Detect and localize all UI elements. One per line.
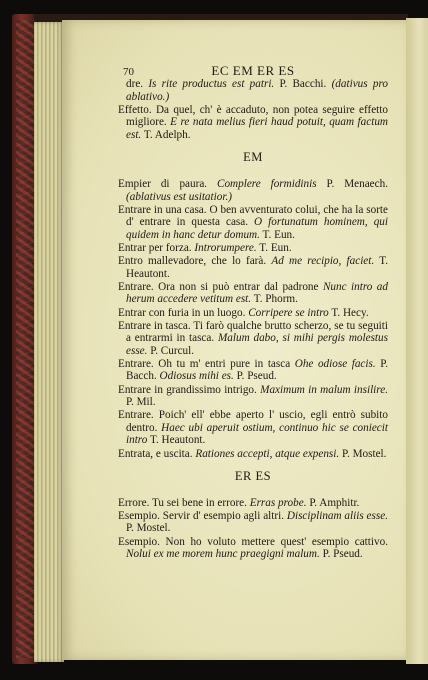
- page-header: [118, 62, 388, 78]
- entries-top: [118, 78, 388, 141]
- dictionary-entry: Errore. Tu sei bene in errore. Erras probe. P. Amphitr.: [118, 496, 360, 509]
- next-page-edge: [406, 18, 428, 664]
- section-heading-em: EM: [243, 150, 263, 165]
- page-number: 70: [123, 66, 134, 78]
- dictionary-entry: Entrar per forza. Introrumpere. T. Eun.: [118, 242, 292, 255]
- section-heading-er-es: ER ES: [234, 469, 272, 484]
- entries-er-es: [118, 497, 388, 561]
- dictionary-entry: Entrare in tasca. Ti farò qualche brutto scherzo, se tu seguiti a entrarmi in tasca. Malum dabo, si mihi pergis molestus esse. P. Curcul.: [118, 319, 388, 357]
- dictionary-entry: Entrare. Ora non si può entrar dal padrone Nunc intro ad herum accedere vetitum est. T. Phorm.: [118, 280, 388, 306]
- page-edges: [34, 22, 64, 662]
- dictionary-entry: Entrata, e uscita. Rationes accepti, atque expensi. P. Mostel.: [118, 447, 387, 460]
- dictionary-entry: dre. Is rite productus est patri. P. Bacchi. (dativus pro ablativo.): [126, 78, 388, 103]
- dictionary-entry: Entrare. Poich' ell' ebbe aperto l' uscio, egli entrò subito dentro. Haec ubi aperuit ostium, continuo hic se coniecit intro T. Heautont.: [118, 409, 388, 447]
- dictionary-entry: Empier di paura. Complere formidinis P. Menaech. (ablativus est usitatior.): [118, 178, 388, 203]
- page-text: [118, 62, 388, 561]
- dictionary-entry: Effetto. Da quel, ch' è accaduto, non potea seguire effetto migliore. E re nata melius fieri haud potuit, quam factum est. T. Adelph.: [118, 103, 388, 141]
- dictionary-entry: Esempio. Non ho voluto mettere quest' esempio cattivo. Nolui ex me morem hunc praegigni malum. P. Pseud.: [118, 535, 388, 561]
- dictionary-entry: Entrare. Oh tu m' entri pure in tasca Ohe odiose facis. P. Bacch. Odiosus mihi es. P. Pseud.: [118, 357, 388, 383]
- dictionary-entry: Entro mallevadore, che lo farà. Ad me recipio, faciet. T. Heautont.: [118, 255, 388, 280]
- dictionary-entry: Entrare in grandissimo intrigo. Maximum in malum insilire. P. Mil.: [118, 383, 388, 409]
- dictionary-entry: Entrare in una casa. O ben avventurato colui, che ha la sorte d' entrare in questa casa. O fortunatum hominem, qui quidem in hanc detur domum. T. Eun.: [118, 203, 388, 241]
- dictionary-entry: Entrar con furia in un luogo. Corripere se intro T. Hecy.: [118, 306, 369, 319]
- running-head: EC EM ER ES: [211, 63, 295, 78]
- dictionary-entry: Esempio. Servir d' esempio agli altri. Disciplinam aliis esse. P. Mostel.: [118, 509, 388, 535]
- entries-em: [118, 178, 388, 460]
- marbled-edge: [16, 20, 34, 658]
